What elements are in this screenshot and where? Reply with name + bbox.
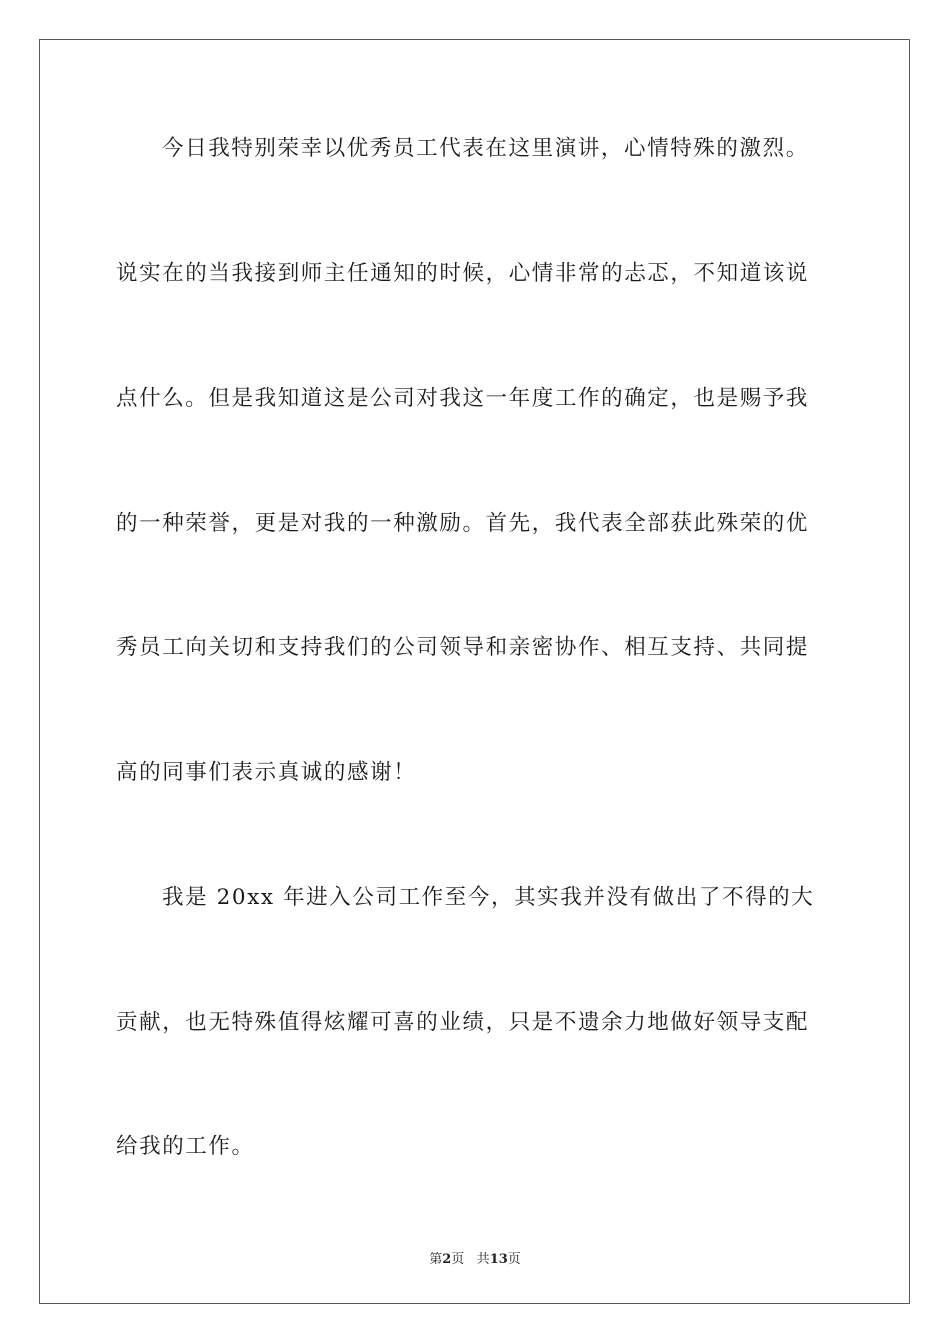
page-footer [0,1248,950,1267]
paragraph-2-line-4: 秀员工向关切和支持我们的公司领导和亲密协作、相互支持、共同提 [116,635,810,660]
paragraph-2-line-1: 说实在的当我接到师主任通知的时候，心情非常的忐忑，不知道该说 [116,261,810,286]
paragraph-1-line-1: 今日我特别荣幸以优秀员工代表在这里演讲，心情特殊的激烈。 [162,136,809,161]
paragraph-2-line-3: 的一种荣誉，更是对我的一种激励。首先，我代表全部获此殊荣的优 [116,511,810,536]
footer-total-suffix: 页 [507,1252,521,1267]
paragraph-3-line-3: 给我的工作。 [116,1134,255,1159]
paragraph-2-line-5: 高的同事们表示真诚的感谢！ [116,760,417,785]
paragraph-3-line-1: 我是 20xx 年进入公司工作至今，其实我并没有做出了不得的大 [162,885,815,910]
paragraph-2-line-2: 点什么。但是我知道这是公司对我这一年度工作的确定，也是赐予我 [116,386,810,411]
footer-page-suffix: 页 [451,1252,465,1267]
footer-total-prefix: 共 [476,1252,490,1267]
page-border [39,39,910,1304]
paragraph-3-line-2: 贡献，也无特殊值得炫耀可喜的业绩，只是不遗余力地做好领导支配 [116,1010,810,1035]
footer-page-number: 2 [442,1252,452,1267]
footer-total-pages: 13 [489,1252,508,1267]
footer-page-prefix: 第 [429,1252,443,1267]
